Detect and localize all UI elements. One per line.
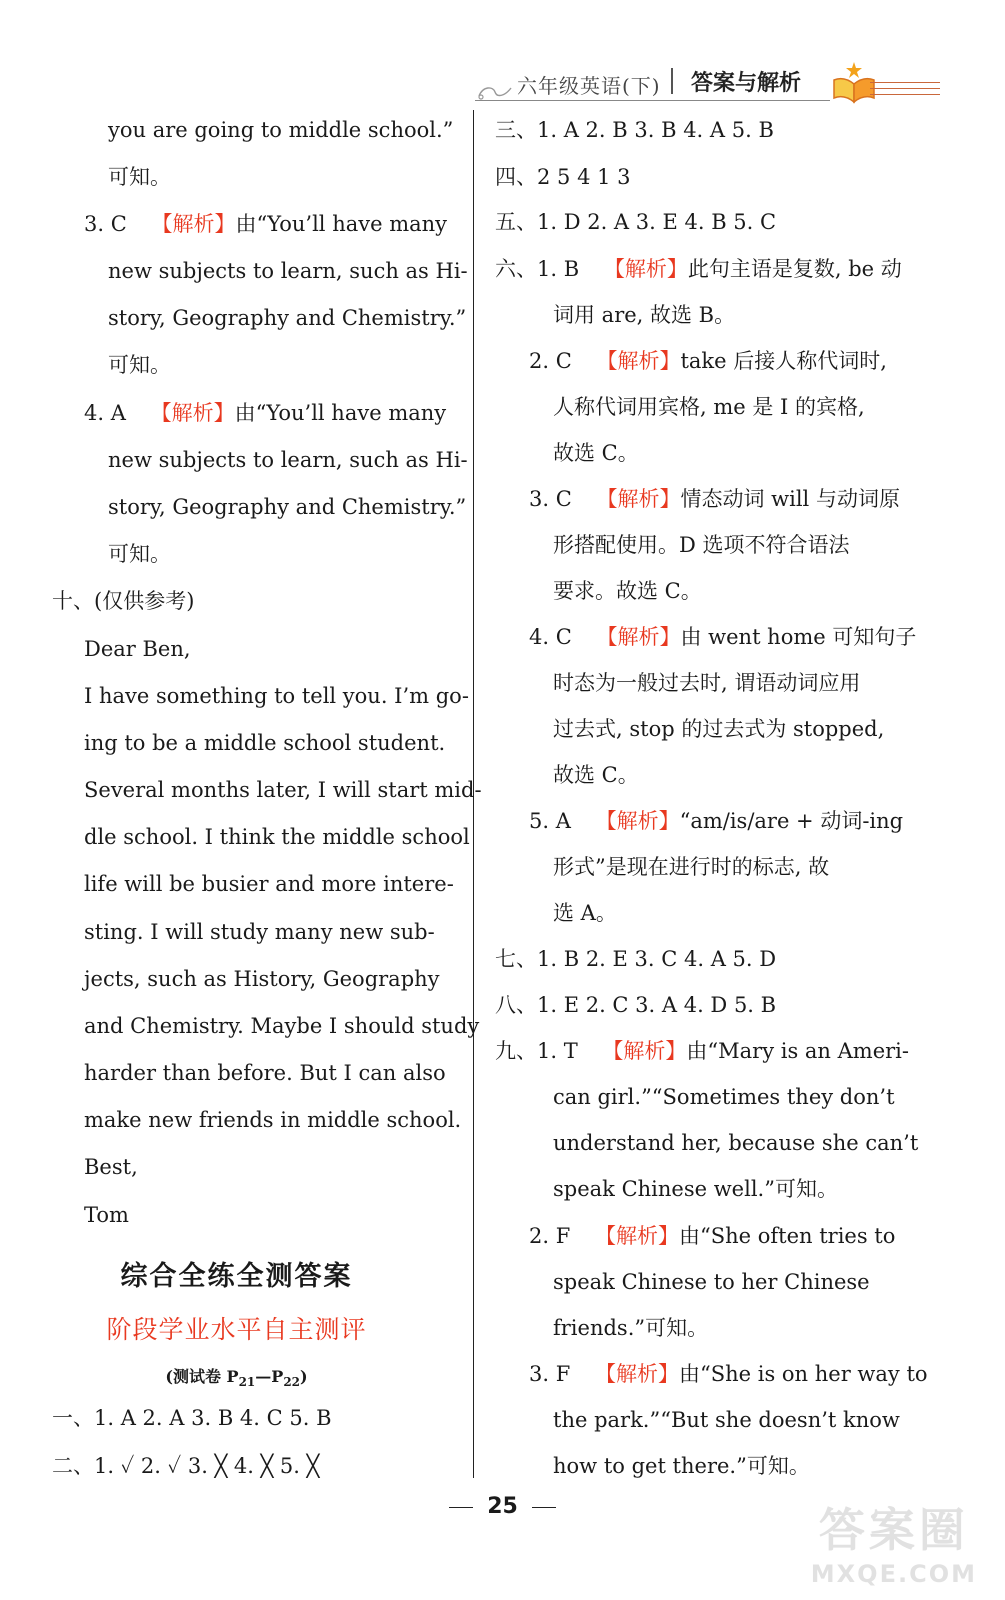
- analysis-text: “am/is/are + 动词-ing: [679, 809, 904, 833]
- answer-item: [529, 811, 903, 832]
- note-text: ): [300, 1367, 308, 1386]
- letter-line: Tom: [84, 1203, 129, 1227]
- analysis-tag: 【解析】: [595, 809, 680, 833]
- answer-item: [84, 403, 446, 424]
- header-deco-line: [870, 82, 940, 83]
- analysis-tag: 【解析】: [596, 349, 681, 373]
- analysis-tag: 【解析】: [602, 1039, 687, 1063]
- note-text: (测试卷 P: [165, 1367, 239, 1386]
- letter-line: Several months later, I will start mid-: [84, 778, 482, 802]
- answer-row: 三、1. A 2. B 3. B 4. A 5. B: [495, 118, 774, 142]
- header-underline: [475, 100, 830, 101]
- answer-item: [495, 1041, 909, 1062]
- header-deco-line: [870, 94, 940, 95]
- letter-line: jects, such as History, Geography: [84, 967, 440, 991]
- analysis-tag: 【解析】: [596, 625, 681, 649]
- note-sub: 21: [238, 1375, 256, 1390]
- analysis-tag: 【解析】: [151, 212, 236, 236]
- letter-line: ing to be a middle school student.: [84, 731, 446, 755]
- book-subtitle: 六年级英语(下): [517, 74, 661, 98]
- letter-line: I have something to tell you. I’m go-: [84, 684, 469, 708]
- analysis-text: take 后接人称代词时,: [680, 349, 887, 373]
- watermark-logo: 答案圈: [818, 1503, 969, 1557]
- answer-number: 4. C: [529, 625, 572, 649]
- text-line: understand her, because she can’t: [553, 1131, 919, 1155]
- swirl-ornament-icon: [475, 78, 515, 102]
- text-line: new subjects to learn, such as Hi-: [108, 448, 468, 472]
- answer-number: 2. F: [529, 1224, 571, 1248]
- text-line: speak Chinese well.”可知。: [553, 1177, 838, 1201]
- analysis-text: 由“Mary is an Ameri-: [686, 1039, 909, 1063]
- answer-number: 2. C: [529, 349, 572, 373]
- text-line: 词用 are, 故选 B。: [553, 303, 736, 327]
- text-line: 故选 C。: [553, 441, 639, 465]
- text-line: 过去式, stop 的过去式为 stopped,: [553, 717, 885, 741]
- letter-line: Dear Ben,: [84, 637, 191, 661]
- text-line: the park.”“But she doesn’t know: [553, 1408, 900, 1432]
- answer-number: 六、1. B: [495, 257, 580, 281]
- answer-item: [529, 1226, 895, 1247]
- letter-line: dle school. I think the middle school: [84, 825, 470, 849]
- section-subheading: 阶段学业水平自主测评: [106, 1315, 367, 1344]
- analysis-text: 由“You’ll have many: [235, 212, 448, 236]
- answer-number: 九、1. T: [495, 1039, 578, 1063]
- answer-number: 5. A: [529, 809, 571, 833]
- answer-item: [84, 214, 447, 235]
- answer-row: 五、1. D 2. A 3. E 4. B 5. C: [495, 210, 777, 234]
- text-line: 故选 C。: [553, 763, 639, 787]
- letter-line: and Chemistry. Maybe I should study: [84, 1014, 480, 1038]
- text-line: speak Chinese to her Chinese: [553, 1270, 870, 1294]
- analysis-tag: 【解析】: [594, 1224, 679, 1248]
- answer-number: 3. C: [529, 487, 572, 511]
- test-paper-note: [0, 1364, 473, 1389]
- note-text: —P: [255, 1367, 284, 1386]
- answer-number: 4. A: [84, 401, 126, 425]
- section-label: 十、(仅供参考): [52, 589, 195, 613]
- header-deco-line: [870, 88, 940, 89]
- analysis-text: 由“She is on her way to: [678, 1362, 928, 1386]
- note-sub: 22: [283, 1375, 301, 1390]
- answer-item: [529, 489, 900, 510]
- answer-row: 二、1. ✓ 2. ✓ 3. ╳ 4. ╳ 5. ╳: [52, 1454, 320, 1478]
- analysis-tag: 【解析】: [150, 401, 235, 425]
- section-heading: 综合全练全测答案: [120, 1261, 353, 1292]
- text-line: story, Geography and Chemistry.”: [108, 495, 467, 519]
- letter-line: sting. I will study many new sub-: [84, 920, 435, 944]
- header-divider: [671, 68, 673, 94]
- answer-row: 七、1. B 2. E 3. C 4. A 5. D: [495, 947, 777, 971]
- answer-row: 一、1. A 2. A 3. B 4. C 5. B: [52, 1406, 332, 1430]
- section-title: 答案与解析: [691, 71, 802, 96]
- analysis-text: 由“She often tries to: [678, 1224, 896, 1248]
- text-line: 可知。: [108, 353, 171, 377]
- footer-dash: [449, 1507, 473, 1508]
- answer-number: 3. F: [529, 1362, 571, 1386]
- analysis-text: 由“You’ll have many: [234, 401, 447, 425]
- text-line: 可知。: [108, 165, 171, 189]
- text-line: friends.”可知。: [553, 1316, 709, 1340]
- analysis-text: 由 went home 可知句子: [680, 625, 917, 649]
- analysis-text: 此句主语是复数, be 动: [687, 257, 902, 281]
- watermark-site: MXQE.COM: [810, 1560, 977, 1588]
- analysis-text: 情态动词 will 与动词原: [680, 487, 900, 511]
- page-header: [475, 60, 975, 110]
- text-line: how to get there.”可知。: [553, 1454, 810, 1478]
- answer-item: [495, 259, 902, 280]
- page-number: 25: [487, 1494, 518, 1519]
- answer-item: [529, 1364, 928, 1385]
- answer-number: 3. C: [84, 212, 127, 236]
- text-line: 时态为一般过去时, 谓语动词应用: [553, 671, 861, 695]
- watermark: [811, 1494, 977, 1588]
- letter-line: harder than before. But I can also: [84, 1061, 446, 1085]
- answer-item: [529, 351, 887, 372]
- analysis-tag: 【解析】: [603, 257, 688, 281]
- text-line: 人称代词用宾格, me 是 I 的宾格,: [553, 395, 865, 419]
- text-line: can girl.”“Sometimes they don’t: [553, 1085, 895, 1109]
- analysis-tag: 【解析】: [596, 487, 681, 511]
- letter-line: life will be busier and more intere-: [84, 872, 454, 896]
- letter-line: make new friends in middle school.: [84, 1108, 462, 1132]
- answer-row: 四、2 5 4 1 3: [495, 165, 631, 189]
- text-line: 可知。: [108, 542, 171, 566]
- analysis-tag: 【解析】: [594, 1362, 679, 1386]
- text-line: 要求。故选 C。: [553, 579, 702, 603]
- answer-row: 八、1. E 2. C 3. A 4. D 5. B: [495, 993, 777, 1017]
- text-line: you are going to middle school.”: [108, 118, 454, 142]
- text-line: new subjects to learn, such as Hi-: [108, 259, 468, 283]
- footer-dash: [532, 1507, 556, 1508]
- letter-line: Best,: [84, 1155, 138, 1179]
- text-line: story, Geography and Chemistry.”: [108, 306, 467, 330]
- text-line: 形式”是现在进行时的标志, 故: [553, 855, 830, 879]
- text-line: 形搭配使用。D 选项不符合语法: [553, 533, 850, 557]
- answer-item: [529, 627, 916, 648]
- text-line: 选 A。: [553, 901, 617, 925]
